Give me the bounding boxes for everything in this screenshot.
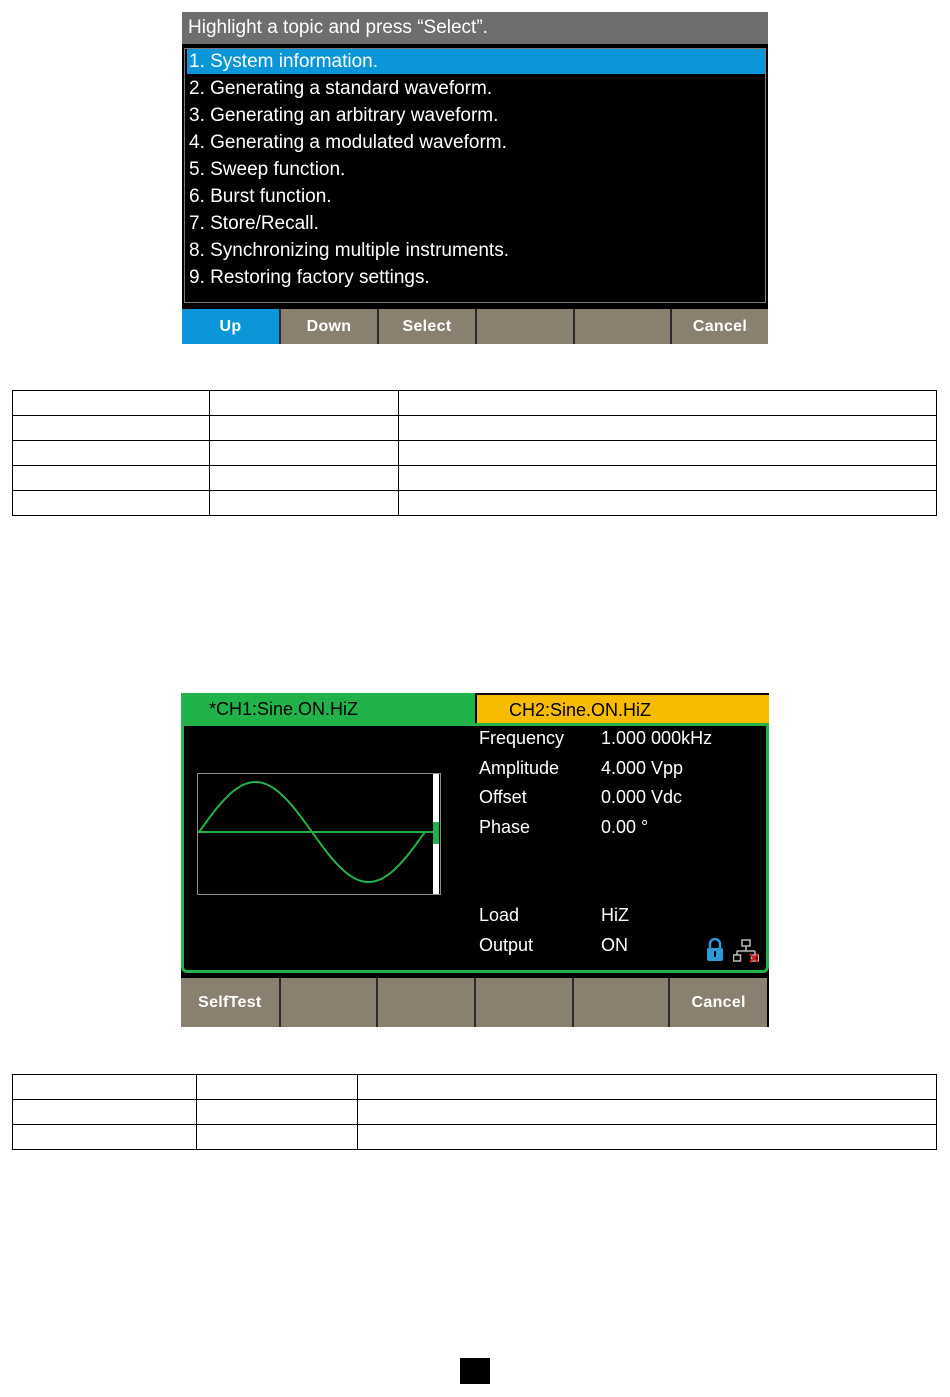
table-cell xyxy=(399,491,937,516)
help-topic-item[interactable]: 4. Generating a modulated waveform. xyxy=(189,132,507,153)
table-cell xyxy=(358,1075,937,1100)
phase-label[interactable]: Phase xyxy=(479,817,531,837)
help-topic-item[interactable]: 9. Restoring factory settings. xyxy=(189,267,430,288)
table-cell xyxy=(399,391,937,416)
help-topic-item[interactable]: 8. Synchronizing multiple instruments. xyxy=(189,240,509,261)
blank-softkey[interactable] xyxy=(376,978,474,1027)
table-cell xyxy=(399,441,937,466)
table-cell xyxy=(13,491,210,516)
blank-softkey[interactable] xyxy=(572,978,669,1027)
offset-value[interactable]: 0.000 Vdc xyxy=(601,787,683,807)
lock-icon xyxy=(706,938,724,962)
select-button[interactable]: Select xyxy=(377,309,475,344)
table-cell xyxy=(358,1125,937,1150)
table-cell xyxy=(197,1100,358,1125)
channel-softkey-bar xyxy=(181,978,767,1027)
load-label[interactable]: Load xyxy=(479,905,520,925)
channel-display xyxy=(181,723,769,973)
network-icon xyxy=(733,939,759,963)
amplitude-value[interactable]: 4.000 Vpp xyxy=(601,758,684,778)
help-topic-item[interactable]: 7. Store/Recall. xyxy=(189,213,319,234)
table-cell xyxy=(197,1125,358,1150)
blank-softkey[interactable] xyxy=(573,309,670,344)
help-screen xyxy=(182,12,768,344)
table-row xyxy=(13,441,937,466)
table-row xyxy=(13,491,937,516)
table-cell xyxy=(399,416,937,441)
help-topic-item[interactable]: 2. Generating a standard waveform. xyxy=(189,78,493,99)
table-row xyxy=(13,391,937,416)
table-cell xyxy=(13,1100,197,1125)
down-button[interactable]: Down xyxy=(279,309,377,344)
selftest-description-table xyxy=(12,1074,937,1150)
table-cell xyxy=(197,1075,358,1100)
table-cell xyxy=(13,416,210,441)
frequency-value[interactable]: 1.000 000kHz xyxy=(601,728,713,748)
blank-softkey[interactable] xyxy=(474,978,572,1027)
help-topic-item[interactable]: 5. Sweep function. xyxy=(189,159,346,180)
help-softkey-bar xyxy=(182,309,768,344)
sine-wave-icon xyxy=(198,774,440,894)
table-cell xyxy=(13,466,210,491)
table-cell xyxy=(210,391,399,416)
menu-description-table xyxy=(12,390,937,516)
table-cell xyxy=(399,466,937,491)
table-cell xyxy=(13,441,210,466)
page-marker xyxy=(460,1358,490,1384)
table-row xyxy=(13,466,937,491)
table-cell xyxy=(210,466,399,491)
blank-softkey[interactable] xyxy=(475,309,573,344)
help-topic-item[interactable]: 3. Generating an arbitrary waveform. xyxy=(189,105,499,126)
help-topic-list xyxy=(184,48,766,303)
table-row xyxy=(13,416,937,441)
phase-value[interactable]: 0.00 ° xyxy=(601,817,649,837)
table-cell xyxy=(13,1125,197,1150)
tab-ch2[interactable]: CH2:Sine.ON.HiZ xyxy=(477,695,769,723)
help-header: Highlight a topic and press “Select”. xyxy=(182,12,768,44)
table-row xyxy=(13,1100,937,1125)
tab-ch1[interactable]: *CH1:Sine.ON.HiZ xyxy=(181,693,475,725)
table-cell xyxy=(210,441,399,466)
output-value[interactable]: ON xyxy=(601,935,628,955)
table-row xyxy=(13,1125,937,1150)
help-topic-item[interactable]: 1. System information. xyxy=(187,49,765,74)
offset-label[interactable]: Offset xyxy=(479,787,527,807)
table-cell xyxy=(358,1100,937,1125)
table-cell xyxy=(210,416,399,441)
help-topic-item[interactable]: 6. Burst function. xyxy=(189,186,332,207)
table-cell xyxy=(13,391,210,416)
cancel-button[interactable]: Cancel xyxy=(668,978,767,1027)
cancel-button[interactable]: Cancel xyxy=(670,309,768,344)
output-label[interactable]: Output xyxy=(479,935,534,955)
load-value[interactable]: HiZ xyxy=(601,905,629,925)
table-cell xyxy=(13,1075,197,1100)
waveform-preview xyxy=(197,773,441,895)
table-row xyxy=(13,1075,937,1100)
selftest-button[interactable]: SelfTest xyxy=(181,978,279,1027)
amplitude-label[interactable]: Amplitude xyxy=(479,758,560,778)
blank-softkey[interactable] xyxy=(279,978,377,1027)
table-cell xyxy=(210,491,399,516)
frequency-label[interactable]: Frequency xyxy=(479,728,565,748)
channel-screen xyxy=(181,693,769,1027)
up-button[interactable]: Up xyxy=(182,309,279,344)
